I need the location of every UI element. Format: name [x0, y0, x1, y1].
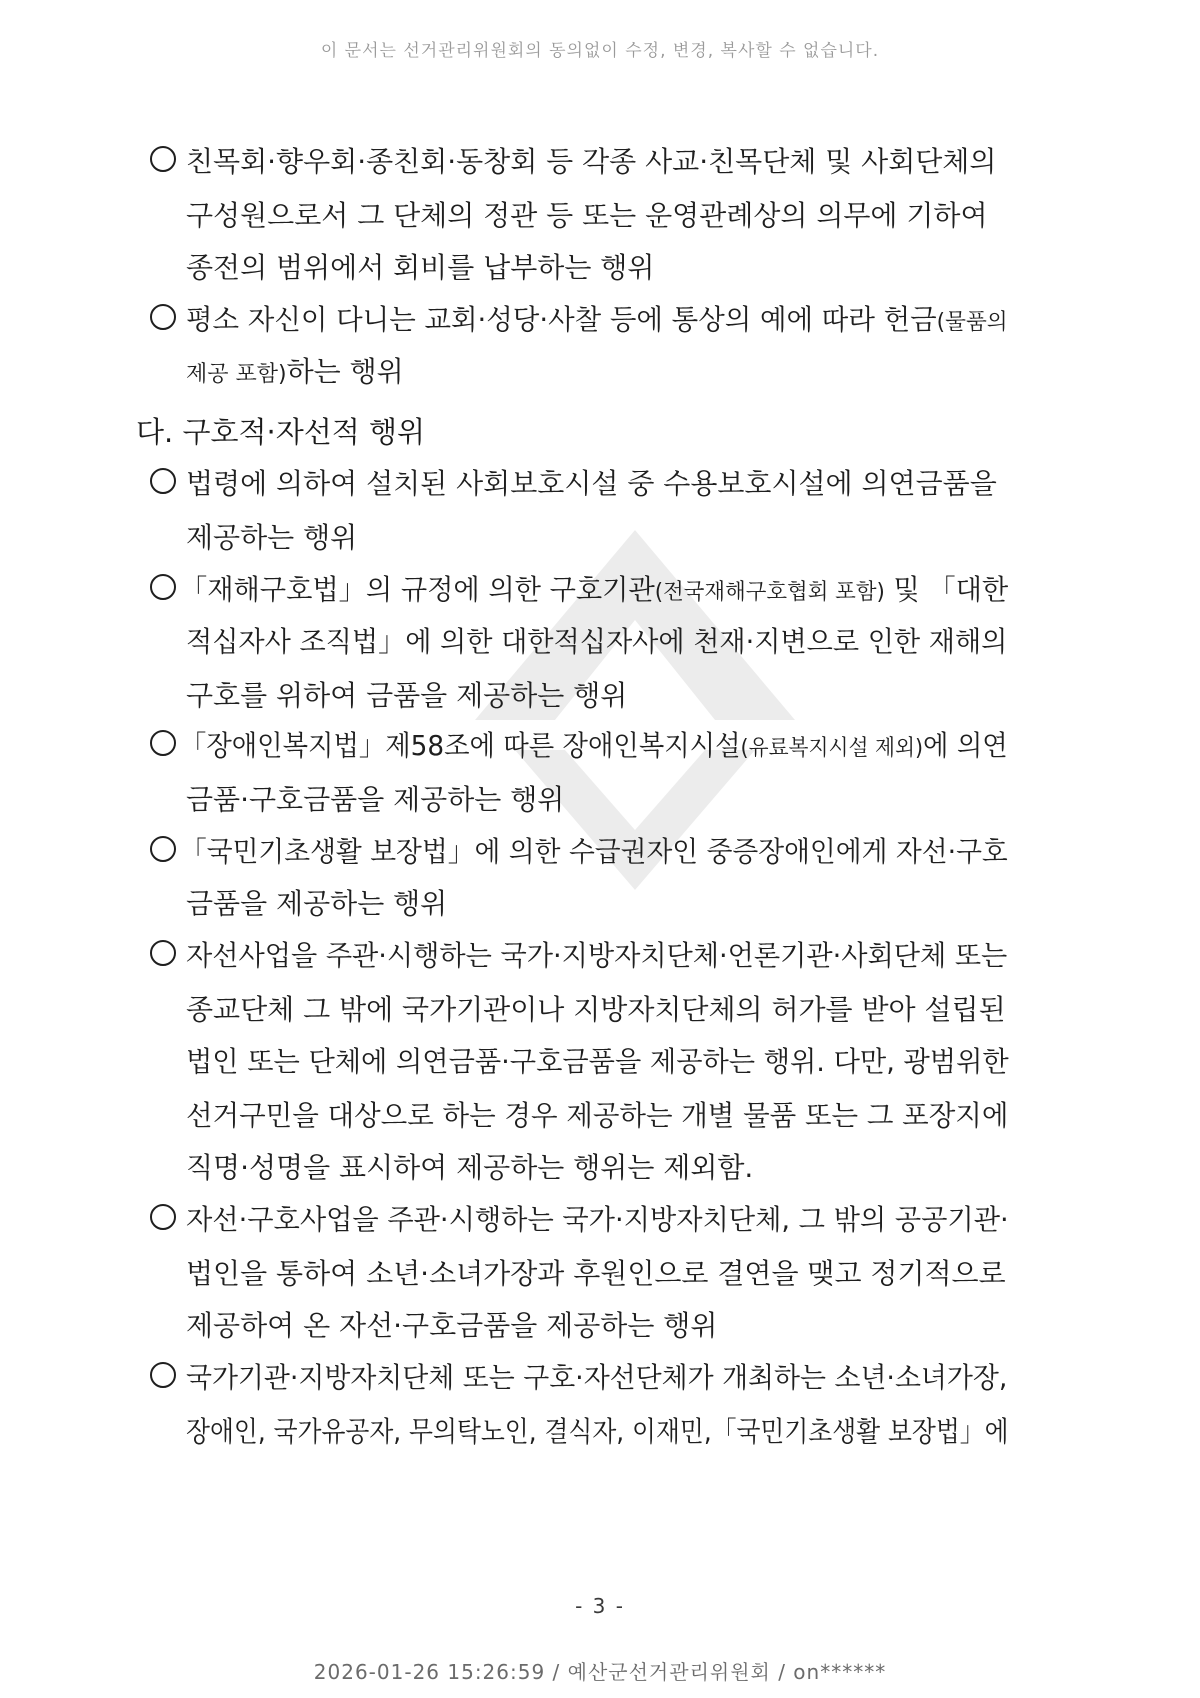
text-line: 친목회·향우회·종친회·동창회 등 각종 사교·친목단체 및 사회단체의	[186, 145, 997, 178]
circle-bullet-icon	[150, 468, 176, 494]
text-line: 장애인, 국가유공자, 무의탁노인, 결식자, 이재민,「국민기초생활 보장법」에	[186, 1415, 1009, 1448]
text-run: 「장애인복지법」제58조에 따른 장애인복지시설	[180, 729, 741, 762]
circle-bullet-icon	[150, 304, 176, 330]
text-run: 평소 자신이 다니는 교회·성당·사찰 등에 통상의 예에 따라 헌금	[186, 303, 937, 336]
text-line: 적십자사 조직법」에 의한 대한적십자사에 천재·지변으로 인한 재해의	[186, 625, 1008, 658]
text-line	[180, 568, 1008, 608]
section-heading: 다. 구호적·자선적 행위	[136, 415, 425, 449]
text-line: 자선·구호사업을 주관·시행하는 국가·지방자치단체, 그 밖의 공공기관·	[186, 1203, 1009, 1236]
text-line: 국가기관·지방자치단체 또는 구호·자선단체가 개최하는 소년·소녀가장,	[186, 1361, 1008, 1394]
text-line: 금품·구호금품을 제공하는 행위	[186, 783, 565, 816]
circle-bullet-icon	[150, 574, 176, 600]
circle-bullet-icon	[150, 730, 176, 756]
print-stamp: 2026-01-26 15:26:59 / 예산군선거관리위원회 / on******	[313, 1660, 887, 1684]
text-line: 법령에 의하여 설치된 사회보호시설 중 수용보호시설에 의연금품을	[186, 467, 997, 500]
text-run: 및 「대한	[884, 573, 1009, 606]
text-line: 종교단체 그 밖에 국가기관이나 지방자치단체의 허가를 받아 설립된	[186, 993, 1006, 1026]
text-line: 선거구민을 대상으로 하는 경우 제공하는 개별 물품 또는 그 포장지에	[186, 1099, 1009, 1132]
text-line: 제공하는 행위	[186, 521, 358, 554]
text-run-small: (전국재해구호협회 포함)	[654, 580, 885, 605]
copy-restriction-notice: 이 문서는 선거관리위원회의 동의없이 수정, 변경, 복사할 수 없습니다.	[320, 41, 880, 61]
text-line: 제공하여 온 자선·구호금품을 제공하는 행위	[186, 1309, 718, 1342]
text-line	[186, 350, 404, 390]
circle-bullet-icon	[150, 146, 176, 172]
text-line: 구호를 위하여 금품을 제공하는 행위	[186, 679, 628, 712]
text-run-small: (물품의	[936, 310, 1008, 335]
text-run: 하는 행위	[286, 355, 404, 388]
page-number: - 3 -	[575, 1594, 625, 1618]
text-run: 에 의연	[923, 729, 1008, 762]
text-line: 금품을 제공하는 행위	[186, 887, 448, 920]
text-line: 법인 또는 단체에 의연금품·구호금품을 제공하는 행위. 다만, 광범위한	[186, 1045, 1009, 1078]
text-line	[186, 298, 1008, 338]
circle-bullet-icon	[150, 1362, 176, 1388]
text-line: 법인을 통하여 소년·소녀가장과 후원인으로 결연을 맺고 정기적으로	[186, 1257, 1006, 1290]
text-line: 종전의 범위에서 회비를 납부하는 행위	[186, 251, 655, 284]
text-line: 구성원으로서 그 단체의 정관 등 또는 운영관례상의 의무에 기하여	[186, 199, 988, 232]
text-run: 「재해구호법」의 규정에 의한 구호기관	[180, 573, 655, 606]
circle-bullet-icon	[150, 940, 176, 966]
text-line	[180, 724, 1008, 764]
circle-bullet-icon	[150, 836, 176, 862]
text-line: 자선사업을 주관·시행하는 국가·지방자치단체·언론기관·사회단체 또는	[186, 939, 1008, 972]
text-run-small: (유료복지시설 제외)	[740, 736, 924, 761]
text-line: 「국민기초생활 보장법」에 의한 수급권자인 중증장애인에게 자선·구호	[180, 835, 1008, 868]
text-line: 직명·성명을 표시하여 제공하는 행위는 제외함.	[186, 1151, 754, 1184]
circle-bullet-icon	[150, 1204, 176, 1230]
text-run-small: 제공 포함)	[186, 362, 287, 387]
